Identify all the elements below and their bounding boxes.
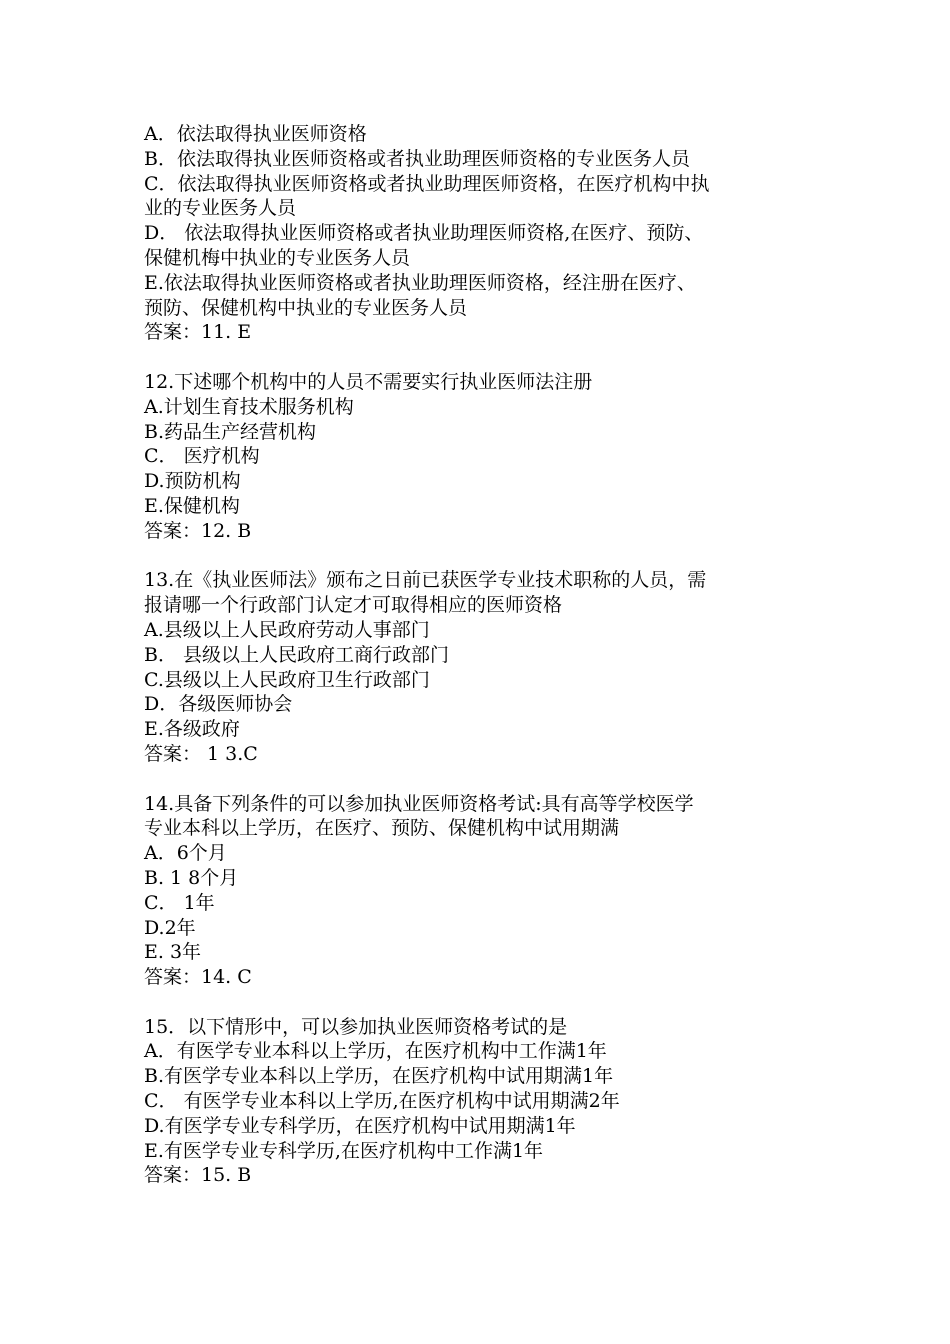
answer: 答案：14. C	[144, 966, 252, 989]
question-14	[144, 792, 824, 990]
question-15	[144, 1015, 824, 1189]
option-e: E. 3年	[144, 941, 202, 964]
option-c-cont: 业的专业医务人员	[144, 197, 297, 220]
option-a: A．6个月	[144, 842, 227, 865]
question-text: 13.在《执业医师法》颁布之日前已获医学专业技术职称的人员，需	[144, 569, 707, 592]
question-text: 15．以下情形中，可以参加执业医师资格考试的是	[144, 1015, 568, 1038]
option-a: A.计划生育技术服务机构	[144, 395, 354, 418]
option-e: E.保健机构	[144, 494, 240, 517]
option-c: C． 医疗机构	[144, 445, 260, 468]
question-text-cont: 报请哪一个行政部门认定才可取得相应的医师资格	[144, 594, 563, 617]
option-b: B．依法取得执业医师资格或者执业助理医师资格的专业医务人员	[144, 147, 690, 170]
option-a: A．依法取得执业医师资格	[144, 123, 367, 145]
answer: 答案：12. B	[144, 519, 252, 542]
option-d: D． 依法取得执业医师资格或者执业助理医师资格,在医疗、预防、	[144, 222, 704, 245]
option-d: D．各级医师协会	[144, 693, 293, 716]
option-d: D.有医学专业专科学历，在医疗机构中试用期满1年	[144, 1114, 576, 1137]
option-c: C． 有医学专业本科以上学历,在医疗机构中试用期满2年	[144, 1090, 620, 1113]
option-e: E.依法取得执业医师资格或者执业助理医师资格，经注册在医疗、	[144, 271, 696, 294]
question-text: 12.下述哪个机构中的人员不需要实行执业医师法注册	[144, 370, 593, 393]
option-a: A.县级以上人民政府劳动人事部门	[144, 618, 430, 641]
option-a: A．有医学专业本科以上学历，在医疗机构中工作满1年	[144, 1040, 607, 1063]
question-11-options	[144, 122, 824, 345]
question-13	[144, 568, 824, 766]
answer: 答案：15. B	[144, 1164, 252, 1187]
option-b: B.药品生产经营机构	[144, 420, 317, 443]
option-c: C． 1年	[144, 891, 215, 914]
question-text: 14.具备下列条件的可以参加执业医师资格考试:具有高等学校医学	[144, 792, 694, 815]
option-b: B.有医学专业本科以上学历，在医疗机构中试用期满1年	[144, 1065, 614, 1088]
option-c: C．依法取得执业医师资格或者执业助理医师资格，在医疗机构中执	[144, 172, 710, 195]
answer: 答案：11. E	[144, 321, 252, 344]
question-text-cont: 专业本科以上学历，在医疗、预防、保健机构中试用期满	[144, 817, 620, 840]
question-12	[144, 370, 824, 544]
answer: 答案： 1 3.C	[144, 742, 258, 765]
document-body	[144, 122, 824, 1213]
option-e: E.有医学专业专科学历,在医疗机构中工作满1年	[144, 1139, 544, 1162]
option-c: C.县级以上人民政府卫生行政部门	[144, 668, 430, 691]
option-e: E.各级政府	[144, 718, 240, 741]
option-b: B. 1 8个月	[144, 866, 239, 889]
option-b: B． 县级以上人民政府工商行政部门	[144, 643, 450, 666]
option-d-cont: 保健机梅中执业的专业医务人员	[144, 246, 411, 269]
option-d: D.预防机构	[144, 470, 241, 493]
option-e-cont: 预防、保健机构中执业的专业医务人员	[144, 296, 468, 319]
option-d: D.2年	[144, 916, 196, 939]
